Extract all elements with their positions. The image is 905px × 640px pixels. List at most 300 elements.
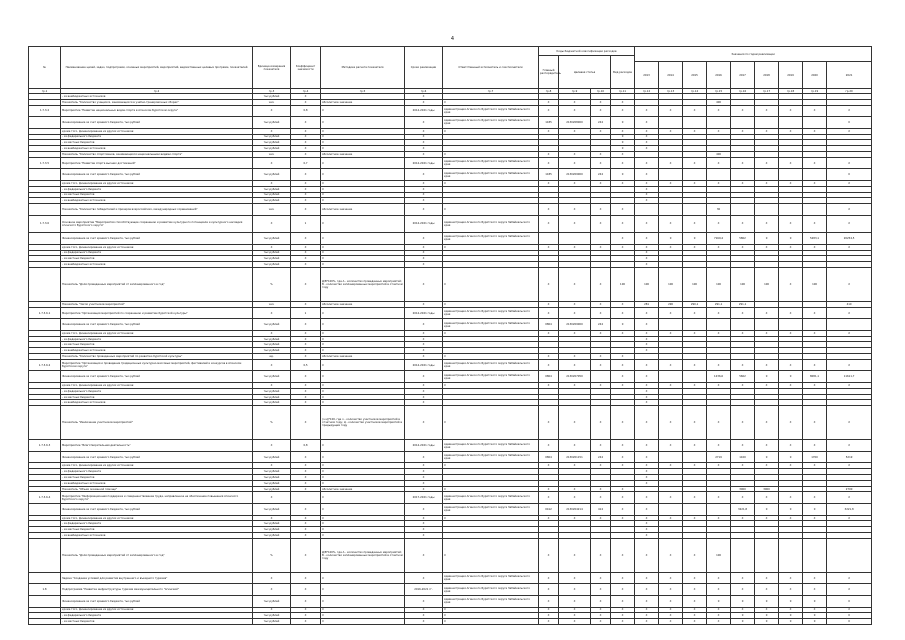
table-cell: X — [539, 301, 559, 307]
table-cell: X — [707, 406, 731, 440]
header-year: 2017 — [731, 62, 755, 89]
table-cell: X — [611, 619, 635, 625]
table-cell: X — [659, 244, 683, 250]
table-cell: X — [635, 134, 659, 140]
table-cell: Мероприятие "Организация и проведение традиционных культурно-массовых мероприятий, фестивалей и конкурсов в Агинском Бурятском округе" — [61, 359, 253, 371]
table-cell: 3221,8 — [731, 504, 755, 516]
table-cell: Д/В*100%, где А - количество проведенных мероприятий; В - количество запланированных мероприятий в отчетном году — [321, 538, 405, 572]
table-cell: X — [291, 319, 321, 331]
table-cell: X — [539, 215, 559, 232]
column-number: гр.1 — [29, 89, 61, 94]
table-cell: 2016-2021 гг. — [405, 584, 443, 596]
table-cell: X — [253, 359, 291, 371]
table-cell: 0 — [755, 504, 779, 516]
table-cell: X — [405, 146, 443, 152]
table-cell — [591, 371, 611, 383]
table-cell — [29, 371, 61, 383]
table-cell: X — [731, 307, 755, 319]
table-cell — [659, 371, 683, 383]
table-cell: X — [659, 128, 683, 134]
table-cell: X — [291, 607, 321, 613]
table-cell: 0,8 — [291, 105, 321, 117]
table-cell: X — [559, 354, 591, 360]
table-cell: Администрация Агинского Бурятского округа Забайкальского края — [443, 233, 539, 245]
header-unit: Единица измерения показателя — [253, 47, 291, 89]
table-cell: X — [779, 607, 803, 613]
table-cell: 0 — [779, 233, 803, 245]
table-cell: X — [405, 192, 443, 198]
table-cell: X — [755, 215, 779, 232]
table-cell: X — [683, 330, 707, 336]
table-cell: X — [291, 469, 321, 475]
table-cell: X — [253, 180, 291, 186]
table-cell: X — [803, 157, 827, 169]
table-cell: X — [321, 146, 405, 152]
table-cell: X — [253, 492, 291, 504]
table-cell: X — [591, 538, 611, 572]
table-cell: X — [591, 330, 611, 336]
table-cell: Администрация Агинского Бурятского округа Забайкальского края — [443, 371, 539, 383]
table-cell: X — [291, 486, 321, 492]
table-cell: 100 — [707, 538, 731, 572]
table-cell: X — [731, 492, 755, 504]
table-cell: 0 — [803, 595, 827, 607]
table-cell: X — [707, 613, 731, 619]
table-cell: X — [291, 480, 321, 486]
table-cell: X — [827, 584, 872, 596]
table-cell: 1100 — [731, 451, 755, 463]
table-cell: 0 — [731, 619, 755, 625]
table-cell — [779, 204, 803, 216]
table-cell: X — [779, 244, 803, 250]
table-cell: X — [321, 572, 405, 584]
table-cell: X — [731, 440, 755, 452]
table-cell: - из федерального бюджета — [61, 388, 253, 394]
table-row — [29, 406, 872, 440]
table-cell: X — [559, 105, 591, 117]
table-cell: X — [539, 440, 559, 452]
table-cell: X — [291, 475, 321, 481]
table-cell: X — [559, 607, 591, 613]
table-cell: 0 — [611, 140, 635, 146]
table-cell: X — [591, 301, 611, 307]
table-cell: X — [321, 533, 405, 539]
table-row — [29, 451, 872, 463]
table-cell: X — [827, 244, 872, 250]
table-cell — [755, 319, 779, 331]
table-cell: X — [291, 371, 321, 383]
table-cell: X — [755, 572, 779, 584]
table-cell: 1 — [291, 307, 321, 319]
table-cell: X — [321, 233, 405, 245]
table-cell: X — [755, 359, 779, 371]
table-cell: X — [827, 406, 872, 440]
table-cell: Показатель "Доля проведенных мероприятий от запланированного в год" — [61, 267, 253, 301]
table-cell: X — [635, 307, 659, 319]
table-cell: чел. — [253, 99, 291, 105]
table-cell: кроме того, финансирование из других источников: — [61, 515, 253, 521]
table-cell: X — [683, 180, 707, 186]
table-cell: тыс.рублей — [253, 348, 291, 354]
table-cell — [779, 538, 803, 572]
table-cell: 2130204214 — [559, 504, 591, 516]
table-cell: - из местных бюджетов — [61, 342, 253, 348]
table-cell: тыс.рублей — [253, 198, 291, 204]
table-cell: X — [635, 256, 659, 262]
table-row — [29, 157, 872, 169]
table-cell: - из федерального бюджета — [61, 521, 253, 527]
table-cell: X — [291, 463, 321, 469]
table-cell: X — [443, 406, 539, 440]
table-cell: Администрация Агинского Бурятского округа Забайкальского края — [443, 595, 539, 607]
table-cell — [635, 204, 659, 216]
program-table — [28, 46, 872, 625]
table-cell: X — [659, 105, 683, 117]
table-cell: X — [827, 128, 872, 134]
table-cell — [827, 538, 872, 572]
table-cell: 400 — [707, 99, 731, 105]
table-cell: X — [659, 572, 683, 584]
table-cell: X — [707, 515, 731, 521]
table-cell: X — [611, 486, 635, 492]
table-cell: X — [683, 463, 707, 469]
column-number: гр.12 — [635, 89, 659, 94]
table-cell: - из федерального бюджета — [61, 250, 253, 256]
table-cell: Администрация Агинского Бурятского округа Забайкальского края — [443, 117, 539, 129]
column-number: гр.13 — [659, 89, 683, 94]
table-cell: Финансирование за счет краевого бюджета, тыс.рублей — [61, 371, 253, 383]
table-cell: 2014-2021 годы — [405, 307, 443, 319]
table-cell: X — [291, 192, 321, 198]
table-cell: 11611,7 — [827, 371, 872, 383]
table-cell: 0 — [659, 233, 683, 245]
table-cell: X — [291, 198, 321, 204]
table-cell: 0 — [611, 134, 635, 140]
table-cell: X — [611, 215, 635, 232]
table-cell: X — [291, 619, 321, 625]
table-cell: X — [591, 440, 611, 452]
table-cell: X — [755, 440, 779, 452]
table-cell: X — [321, 440, 405, 452]
table-cell: 410 — [827, 301, 872, 307]
table-cell: X — [443, 204, 539, 216]
table-cell — [683, 319, 707, 331]
table-cell: X — [443, 515, 539, 521]
table-cell: X — [635, 463, 659, 469]
table-cell: 1236,6 — [707, 371, 731, 383]
table-cell: 290,1 — [683, 301, 707, 307]
table-cell: - из внебюджетных источников — [61, 146, 253, 152]
table-cell: X — [443, 244, 539, 250]
table-cell: X — [731, 463, 755, 469]
table-cell: X — [635, 515, 659, 521]
table-row — [29, 584, 872, 596]
table-cell: Администрация Агинского Бурятского округа Забайкальского края — [443, 504, 539, 516]
table-cell: X — [635, 451, 659, 463]
table-cell: Администрация Агинского Бурятского округа Забайкальского края — [443, 157, 539, 169]
table-cell: X — [539, 244, 559, 250]
table-cell: X — [827, 180, 872, 186]
table-cell: - из федерального бюджета — [61, 134, 253, 140]
table-cell: X — [611, 504, 635, 516]
table-cell: X — [539, 204, 559, 216]
table-cell: X — [405, 94, 443, 100]
table-cell: кроме того, финансирование из других источников: — [61, 180, 253, 186]
table-cell: X — [707, 157, 731, 169]
table-cell: 414 — [591, 504, 611, 516]
table-cell: X — [635, 192, 659, 198]
table-cell: X — [611, 233, 635, 245]
table-cell: X — [443, 607, 539, 613]
table-cell: X — [405, 607, 443, 613]
table-cell: тыс.рублей — [253, 262, 291, 268]
table-cell: X — [635, 619, 659, 625]
table-cell: X — [559, 267, 591, 301]
table-cell: X — [291, 134, 321, 140]
table-cell — [29, 406, 61, 440]
table-cell: X — [683, 307, 707, 319]
table-cell: X — [405, 371, 443, 383]
column-number: гр.9 — [559, 89, 591, 94]
table-cell — [659, 117, 683, 129]
table-cell: X — [291, 117, 321, 129]
table-cell: X — [683, 440, 707, 452]
table-cell: X — [827, 463, 872, 469]
table-cell: X — [291, 186, 321, 192]
column-number: гр.4 — [291, 89, 321, 94]
table-cell: X — [611, 440, 635, 452]
table-cell: тыс.рублей — [253, 256, 291, 262]
table-cell: X — [405, 186, 443, 192]
table-cell: X — [539, 515, 559, 521]
table-cell: X — [707, 359, 731, 371]
table-cell: X — [659, 330, 683, 336]
table-cell: X — [683, 619, 707, 625]
table-cell: X — [611, 538, 635, 572]
table-cell: X — [635, 140, 659, 146]
table-cell: тыс.рублей — [253, 451, 291, 463]
table-cell: X — [321, 342, 405, 348]
table-cell: X — [731, 157, 755, 169]
table-cell: X — [635, 527, 659, 533]
table-cell: X — [559, 619, 591, 625]
table-cell: тыс.рублей — [253, 486, 291, 492]
table-cell: X — [755, 180, 779, 186]
table-cell: X — [253, 383, 291, 389]
table-cell: X — [635, 244, 659, 250]
table-cell: X — [291, 169, 321, 181]
table-cell: X — [779, 383, 803, 389]
table-cell: X — [611, 463, 635, 469]
table-cell: тыс.рублей — [253, 533, 291, 539]
table-cell: X — [635, 348, 659, 354]
table-row — [29, 117, 872, 129]
table-cell: тыс.рублей — [253, 186, 291, 192]
table-cell: X — [291, 342, 321, 348]
table-cell: X — [559, 383, 591, 389]
table-cell: тыс.рублей — [253, 192, 291, 198]
table-cell: Администрация Агинского Бурятского округа Забайкальского края — [443, 169, 539, 181]
table-cell — [659, 169, 683, 181]
table-cell: кроме того, финансирование из других источников: — [61, 607, 253, 613]
table-cell — [29, 504, 61, 516]
table-cell: тыс.рублей — [253, 233, 291, 245]
table-cell: Показатель "Объем оказанной помощи" — [61, 486, 253, 492]
table-cell — [29, 267, 61, 301]
table-cell: Показатель "Количество победителей и призеров всероссийских, международных соревнований" — [61, 204, 253, 216]
table-cell: X — [321, 400, 405, 406]
table-cell: 1185 — [539, 117, 559, 129]
table-cell: X — [559, 151, 591, 157]
table-cell: тыс.рублей — [253, 342, 291, 348]
table-cell: тыс.рублей — [253, 475, 291, 481]
column-number: гр.20 — [827, 89, 872, 94]
table-cell: X — [659, 215, 683, 232]
table-cell: X — [683, 244, 707, 250]
table-row — [29, 619, 872, 625]
column-number: гр.10 — [591, 89, 611, 94]
table-cell: 100 — [707, 267, 731, 301]
table-cell: X — [779, 105, 803, 117]
table-cell: - из внебюджетных источников — [61, 400, 253, 406]
table-cell: X — [731, 215, 755, 232]
table-cell: X — [755, 157, 779, 169]
table-cell: X — [731, 180, 755, 186]
table-cell: X — [539, 619, 559, 625]
table-cell: 3000 — [731, 486, 755, 492]
table-cell: X — [635, 233, 659, 245]
table-cell: Основное мероприятие "Мероприятия способствующие сохранению и развитию культурного потенциала и культурного наследия Агинского Бурятского округа" — [61, 215, 253, 232]
table-cell: X — [827, 215, 872, 232]
table-cell: X — [539, 538, 559, 572]
table-cell: X — [635, 336, 659, 342]
table-cell: X — [779, 180, 803, 186]
table-cell: X — [707, 492, 731, 504]
table-cell — [779, 117, 803, 129]
table-cell: 0804 — [539, 319, 559, 331]
table-cell: X — [321, 451, 405, 463]
table-cell: X — [559, 515, 591, 521]
table-cell: - из местных бюджетов — [61, 192, 253, 198]
table-cell: Абсолютное значение — [321, 151, 405, 157]
column-number: гр.14 — [683, 89, 707, 94]
table-cell: X — [321, 584, 405, 596]
table-cell — [731, 117, 755, 129]
table-cell: X — [683, 215, 707, 232]
table-cell: Мероприятие "Организация мероприятий по сохранению и развитию бурятской культуры" — [61, 307, 253, 319]
table-cell: X — [321, 215, 405, 232]
table-cell: X — [405, 475, 443, 481]
table-cell: X — [591, 180, 611, 186]
table-cell: Администрация Агинского Бурятского округа Забайкальского края — [443, 492, 539, 504]
table-cell: X — [635, 262, 659, 268]
table-cell: X — [321, 469, 405, 475]
table-cell: X — [611, 204, 635, 216]
table-cell: X — [405, 267, 443, 301]
table-cell: X — [253, 463, 291, 469]
table-cell: 1.7.3.4 — [29, 105, 61, 117]
table-cell: 0804 — [539, 371, 559, 383]
table-cell: X — [405, 204, 443, 216]
table-cell: тыс.рублей — [253, 400, 291, 406]
table-cell: X — [635, 383, 659, 389]
table-cell: X — [321, 521, 405, 527]
table-cell — [29, 117, 61, 129]
table-cell: тыс.рублей — [253, 521, 291, 527]
table-cell: чел. — [253, 151, 291, 157]
table-cell: X — [539, 492, 559, 504]
table-cell: X — [591, 613, 611, 619]
table-cell: % — [253, 267, 291, 301]
table-cell: X — [707, 607, 731, 613]
table-cell: X — [591, 572, 611, 584]
table-cell: X — [405, 400, 443, 406]
table-cell: X — [755, 515, 779, 521]
table-cell: 100 — [683, 267, 707, 301]
table-cell: X — [321, 262, 405, 268]
table-row — [29, 371, 872, 383]
table-cell: X — [291, 348, 321, 354]
table-cell: тыс.рублей — [253, 319, 291, 331]
table-cell: 0 — [611, 117, 635, 129]
table-cell: X — [827, 572, 872, 584]
header-code: № — [29, 47, 61, 89]
table-cell: 1.7.3.5 — [29, 157, 61, 169]
table-cell: X — [253, 440, 291, 452]
table-cell: X — [635, 215, 659, 232]
table-cell: X — [443, 463, 539, 469]
table-cell: X — [443, 354, 539, 360]
table-cell: X — [611, 406, 635, 440]
table-cell: 1.7.3.6.3 — [29, 440, 61, 452]
table-cell: X — [321, 128, 405, 134]
table-cell — [707, 504, 731, 516]
table-cell: X — [611, 613, 635, 619]
table-cell: X — [635, 117, 659, 129]
header-year: 2019 — [779, 62, 803, 89]
table-cell: 0 — [755, 233, 779, 245]
table-cell: X — [291, 180, 321, 186]
table-cell: - из местных бюджетов — [61, 527, 253, 533]
table-cell: X — [803, 607, 827, 613]
table-cell: X — [635, 319, 659, 331]
table-cell: X — [591, 307, 611, 319]
table-cell: X — [443, 613, 539, 619]
table-cell: X — [559, 463, 591, 469]
table-cell: X — [539, 383, 559, 389]
table-cell: 0 — [707, 595, 731, 607]
table-row — [29, 267, 872, 301]
header-grbs: Главный распорядитель — [539, 56, 559, 89]
table-cell: X — [611, 180, 635, 186]
table-row — [29, 233, 872, 245]
table-cell: X — [611, 354, 635, 360]
table-cell: X — [321, 394, 405, 400]
table-cell: X — [253, 244, 291, 250]
table-cell: X — [321, 463, 405, 469]
table-cell — [591, 233, 611, 245]
table-cell: X — [779, 406, 803, 440]
table-cell: X — [539, 572, 559, 584]
table-cell: X — [803, 515, 827, 521]
header-target-article: Целевая статья — [559, 56, 611, 89]
table-cell: X — [321, 480, 405, 486]
table-cell: Администрация Агинского Бурятского округа Забайкальского края — [443, 215, 539, 232]
table-cell: X — [321, 250, 405, 256]
table-cell: X — [827, 330, 872, 336]
table-cell: X — [707, 105, 731, 117]
table-cell: X — [291, 330, 321, 336]
